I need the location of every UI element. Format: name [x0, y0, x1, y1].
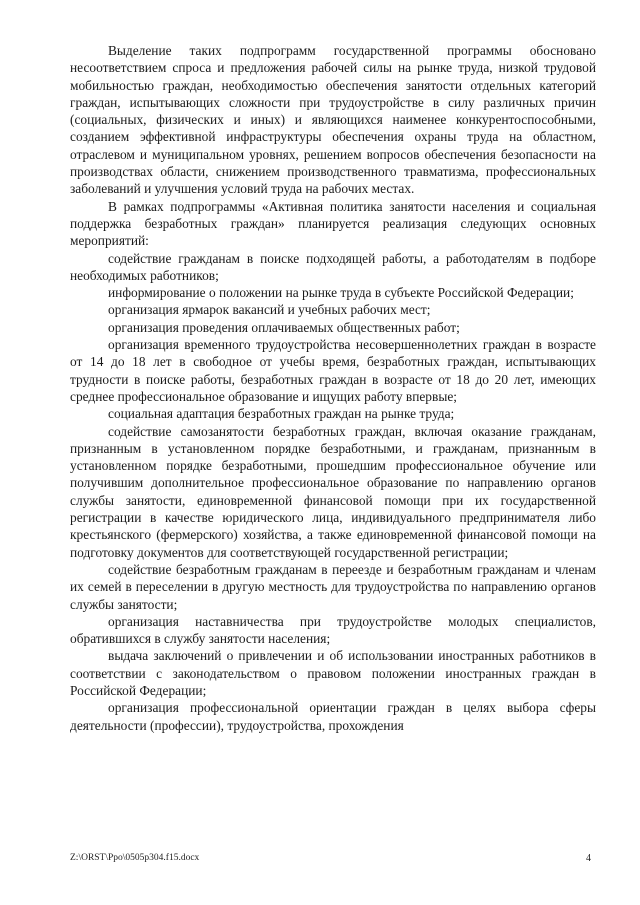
list-item: содействие безработным гражданам в переезде и безработным гражданам и членам их семей в переселении в другую местность для трудоустройства по направлению органов службы занятости;	[70, 561, 596, 612]
footer-file-path: Z:\ORST\Ppo\0505p304.f15.docx	[70, 853, 200, 863]
list-item: организация наставничества при трудоустройстве молодых специалистов, обратившихся в службу занятости населения;	[70, 613, 596, 647]
list-item: организация профессиональной ориентации граждан в целях выбора сферы деятельности (профессии), трудоустройства, прохождения	[70, 700, 596, 733]
list-item: информирование о положении на рынке труда в субъекте Российской Федерации;	[108, 285, 574, 301]
document-body	[70, 42, 596, 734]
list-item: организация временного трудоустройства несовершеннолетних граждан в возрасте от 14 до 18 лет в свободное от учебы время, безработных граждан, испытывающих трудности в поиске работы, безработных граждан в возрасте от 18 до 20 лет, имеющих среднее профессиональное образование и ищущих работу впервые;	[70, 337, 596, 404]
paragraph: Выделение таких подпрограмм государственной программы обосновано несоответствием спроса и предложения рабочей силы на рынке труда, низкой трудовой мобильностью граждан, необходимостью обеспечения занятости отдельных категорий граждан, испытывающих сложности при трудоустройстве в силу различных причин (социальных, физических и иных) и являющихся наименее конкурентоспособными, созданием эффективной инфраструктуры обеспечения охраны труда на областном, отраслевом и муниципальном уровнях, решением вопросов обеспечения безопасности на производствах области, снижением производственного травматизма, профессиональных заболеваний и улучшения условий труда на рабочих местах.	[70, 43, 596, 197]
paragraph: В рамках подпрограммы «Активная политика занятости населения и социальная поддержка безработных граждан» планируется реализация следующих основных мероприятий:	[70, 198, 596, 249]
page-number: 4	[586, 853, 591, 864]
list-item: социальная адаптация безработных граждан на рынке труда;	[108, 406, 455, 422]
list-item: содействие самозанятости безработных граждан, включая оказание гражданам, признанным в установленном порядке безработными, и гражданам, признанным в установленном порядке безработными, прошедшим профессиональное обучение или получившим дополнительное профессиональное образование по направлению органов службы занятости, единовременной финансовой помощи при их государственной регистрации в качестве юридического лица, индивидуального предпринимателя либо крестьянского (фермерского) хозяйства, а также единовременной финансовой помощи на подготовку документов для соответствующей государственной регистрации;	[70, 423, 596, 560]
list-item: содействие гражданам в поиске подходящей работы, а работодателям в подборе необходимых работников;	[70, 250, 596, 283]
list-item: выдача заключений о привлечении и об использовании иностранных работников в соответствии с законодательством о правовом положении иностранных граждан в Российской Федерации;	[70, 648, 596, 698]
list-item: организация ярмарок вакансий и учебных рабочих мест;	[108, 302, 431, 318]
list-item: организация проведения оплачиваемых общественных работ;	[108, 319, 460, 335]
